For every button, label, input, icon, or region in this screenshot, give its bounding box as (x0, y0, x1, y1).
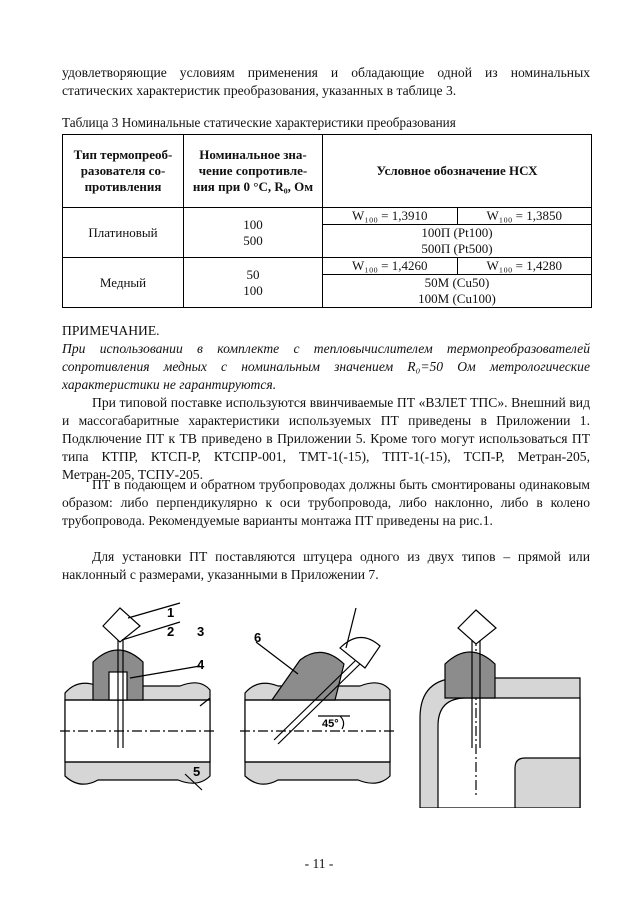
note-title: ПРИМЕЧАНИЕ. (62, 323, 160, 338)
label-5: 5 (193, 764, 201, 779)
cell-w (323, 258, 592, 275)
mounting-perpendicular (60, 603, 215, 790)
nsx-value: 100П (Pt100) (421, 225, 493, 240)
table-row (63, 208, 592, 225)
angle-label: 45° (322, 718, 339, 730)
paragraph-2: ПТ в подающем и обратном трубопроводах должны быть смонтированы одинаковым образом: либо перпендикулярно к оси трубопровода, либо наклонно, либо в колено трубопровода. Рекомендуемые варианты монтажа ПТ приведены на рис.1. (62, 477, 590, 528)
cell-nsx (323, 225, 592, 258)
mounting-figure (60, 598, 590, 808)
table-header-row (63, 135, 592, 208)
header-r0: Номинальное зна-чение сопротивле-ния при 0 °С, R₀, Ом (184, 135, 323, 208)
cell-r0-value: 100 (243, 216, 263, 232)
header-nsx: Условное обозначение НСХ (323, 135, 592, 208)
table-caption: Таблица 3 Номинальные статические характеристики преобразования (62, 115, 456, 130)
label-2: 2 (167, 624, 175, 639)
cell-r0 (184, 208, 323, 258)
cell-r0 (184, 258, 323, 308)
table-row (63, 258, 592, 275)
cell-nsx (323, 275, 592, 308)
cell-type: Платиновый (63, 208, 184, 258)
w-right: W₁₀₀ = 1,3850 (486, 208, 562, 223)
note-text: При использовании в комплекте с тепловычислителем термопреобразователей сопротивления медных с номинальным значением R₀=50 Ом метрологические характеристики не гарантируются. (62, 341, 590, 392)
nsx-value: 100М (Cu100) (418, 291, 496, 306)
nsx-value: 500П (Pt500) (421, 241, 493, 256)
paragraph-1: При типовой поставке используются ввинчиваемые ПТ «ВЗЛЕТ ТПС». Внешний вид и массогабаритные характеристики используемых ПТ приведены в Приложении 1. Подключение ПТ к ТВ приведено в Приложении 5. Кроме того могут использоваться ПТ типа КТПР, КТСП-Р, КТСПР-001, ТМТ-1(-15), ТПТ-1(-15), ТСП-Р, Метран-205, Метран-205, ТСПУ-205. (62, 395, 590, 482)
w-right: W₁₀₀ = 1,4280 (486, 258, 562, 273)
cell-r0-value: 50 (246, 266, 260, 282)
nsx-value: 50М (Cu50) (424, 275, 490, 290)
intro-paragraph: удовлетворяющие условиям применения и обладающие одной из номинальных статических характеристик преобразования, указанных в таблице 3. (62, 65, 590, 98)
mounting-elbow (420, 610, 580, 808)
w-left: W₁₀₀ = 1,3910 (323, 208, 458, 224)
cell-r0-value: 100 (243, 282, 263, 298)
page-number: - 11 - (304, 856, 334, 871)
header-type: Тип термопреоб-разователя со-противления (63, 135, 184, 208)
mounting-inclined (240, 608, 395, 784)
label-6: 6 (254, 630, 262, 645)
label-3: 3 (197, 624, 205, 639)
paragraph-3: Для установки ПТ поставляются штуцера одного из двух типов – прямой или наклонный с размерами, указанными в Приложении 7. (62, 549, 590, 582)
cell-w (323, 208, 592, 225)
w-left: W₁₀₀ = 1,4260 (323, 258, 458, 274)
nsx-table (62, 134, 592, 308)
label-1: 1 (167, 605, 175, 620)
cell-type: Медный (63, 258, 184, 308)
cell-r0-value: 500 (243, 232, 263, 248)
label-4: 4 (197, 657, 205, 672)
